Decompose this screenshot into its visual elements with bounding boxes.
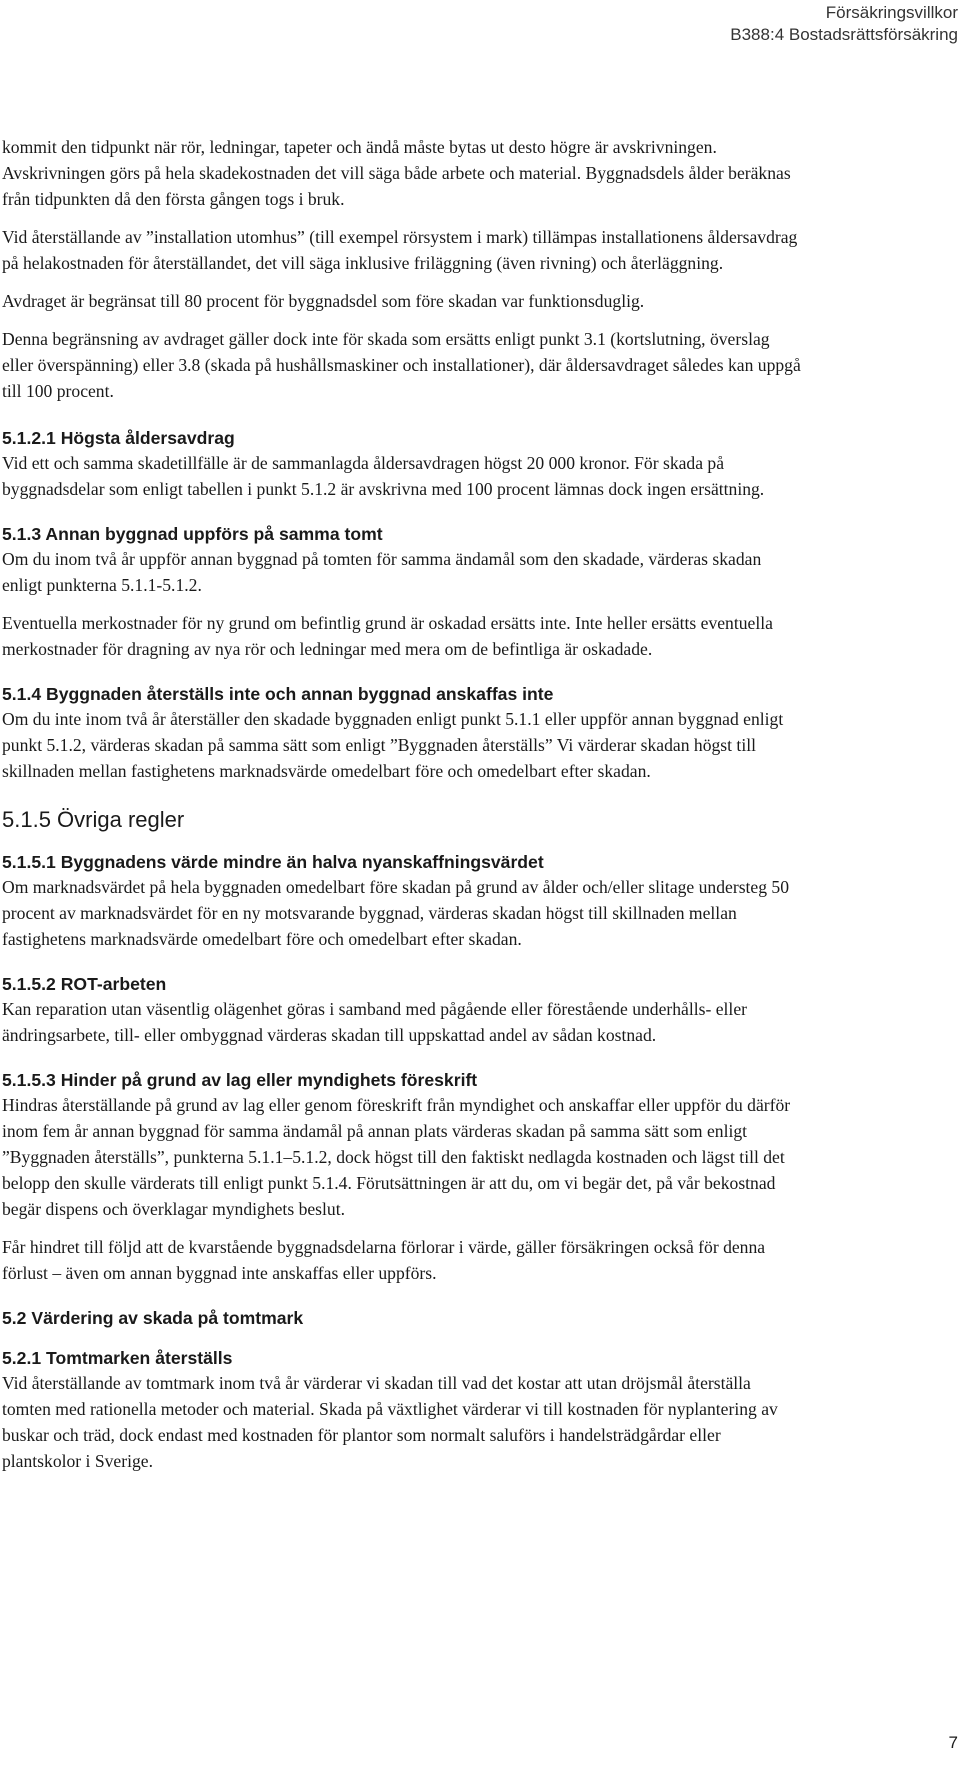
paragraph-not-restored: Om du inte inom två år återställer den skadade byggnaden enligt punkt 5.1.1 eller uppför annan byggnad enligt punkt 5.1.2, värderas skadan på samma sätt som enligt ”Byggnaden återställs” Vi värderar skadan högst till skillnaden mellan fastighetens marknadsvärde omedelbart före och omedelbart efter skadan. bbox=[2, 709, 784, 781]
document-type: Försäkringsvillkor bbox=[825, 3, 958, 22]
heading-5-1-2-1: 5.1.2.1 Högsta åldersavdrag bbox=[2, 428, 235, 448]
heading-5-1-5: 5.1.5 Övriga regler bbox=[2, 807, 185, 832]
paragraph-land-restored: Vid återställande av tomtmark inom två år värderar vi skadan till vad det kostar att utan dröjsmål återställa tomten med rationella metoder och material. Skada på växtlighet värderar vi till kostnaden för nyplantering av buskar och träd, dock endast med kostnaden för plantor som normalt saluförs i handelsträdgårdar eller plantskolor i Sverige. bbox=[2, 1373, 778, 1471]
document-body bbox=[2, 134, 802, 1474]
heading-5-2: 5.2 Värdering av skada på tomtmark bbox=[2, 1308, 304, 1328]
heading-5-1-5-1: 5.1.5.1 Byggnadens värde mindre än halva nyanskaffningsvärdet bbox=[2, 852, 544, 872]
paragraph-exception: Denna begränsning av avdraget gäller dock inte för skada som ersätts enligt punkt 3.1 (kortslutning, överslag eller överspänning) eller 3.8 (skada på hushållsmaskiner och installationer), där åldersavdraget således kan uppgå till 100 procent. bbox=[2, 329, 801, 401]
heading-5-1-3: 5.1.3 Annan byggnad uppförs på samma tomt bbox=[2, 524, 383, 544]
paragraph-outdoor-installation: Vid återställande av ”installation utomhus” (till exempel rörsystem i mark) tillämpas installationens åldersavdrag på helakostnaden för återställandet, det vill säga inklusive friläggning (även rivning) och återläggning. bbox=[2, 227, 798, 273]
paragraph-other-building: Om du inom två år uppför annan byggnad på tomten för samma ändamål som den skadade, värderas skadan enligt punkterna 5.1.1-5.1.2. bbox=[2, 549, 762, 595]
document-title: B388:4 Bostadsrättsförsäkring bbox=[730, 25, 958, 44]
paragraph-rot-work: Kan reparation utan väsentlig olägenhet göras i samband med pågående eller förestående underhålls- eller ändringsarbete, till- eller ombyggnad värderas skadan till uppskattad andel av sådan kostnad. bbox=[2, 999, 747, 1045]
paragraph-limit: Avdraget är begränsat till 80 procent för byggnadsdel som före skadan var funktionsduglig. bbox=[2, 291, 645, 311]
heading-5-1-5-2: 5.1.5.2 ROT-arbeten bbox=[2, 974, 167, 994]
heading-5-1-4: 5.1.4 Byggnaden återställs inte och annan byggnad anskaffas inte bbox=[2, 684, 554, 704]
paragraph-depreciation: kommit den tidpunkt när rör, ledningar, tapeter och ändå måste bytas ut desto högre är avskrivningen. Avskrivningen görs på hela skadekostnaden det vill säga både arbete och material. Byggnadsdels ålder beräknas från tidpunkten då den första gången togs i bruk. bbox=[2, 137, 791, 209]
paragraph-legal-obstacle: Hindras återställande på grund av lag eller genom föreskrift från myndighet och anskaffar eller uppför du därför inom fem år annan byggnad för samma ändamål på annan plats värderas skadan på samma sätt som enligt ”Byggnaden återställs”, punkterna 5.1.1–5.1.2, dock högst till den faktiskt nedlagda kostnaden och lägst till det belopp den skulle värderats till enligt punkt 5.1.4. Förutsättningen är att du, om vi begär det, på vår bekostnad begär dispens och överklagar myndighets beslut. bbox=[2, 1095, 791, 1219]
paragraph-extra-costs: Eventuella merkostnader för ny grund om befintlig grund är oskadad ersätts inte. Inte heller ersätts eventuella merkostnader för dragning av nya rör och ledningar med mera om de befintliga är oskadade. bbox=[2, 613, 773, 659]
paragraph-value-loss: Får hindret till följd att de kvarstående byggnadsdelarna förlorar i värde, gäller försäkringen också för denna förlust – även om annan byggnad inte anskaffas eller uppförs. bbox=[2, 1237, 766, 1283]
page-header bbox=[730, 2, 958, 46]
heading-5-2-1: 5.2.1 Tomtmarken återställs bbox=[2, 1348, 233, 1368]
heading-5-1-5-3: 5.1.5.3 Hinder på grund av lag eller myndighets föreskrift bbox=[2, 1070, 478, 1090]
paragraph-max-deduction: Vid ett och samma skadetillfälle är de sammanlagda åldersavdragen högst 20 000 kronor. För skada på byggnadsdelar som enligt tabellen i punkt 5.1.2 är avskrivna med 100 procent lämnas dock ingen ersättning. bbox=[2, 453, 765, 499]
paragraph-building-value: Om marknadsvärdet på hela byggnaden omedelbart före skadan på grund av ålder och/eller slitage understeg 50 procent av marknadsvärdet för en ny motsvarande byggnad, värderas skadan högst till skillnaden mellan fastighetens marknadsvärde omedelbart före och omedelbart efter skadan. bbox=[2, 877, 790, 949]
page-number: 7 bbox=[948, 1733, 958, 1752]
